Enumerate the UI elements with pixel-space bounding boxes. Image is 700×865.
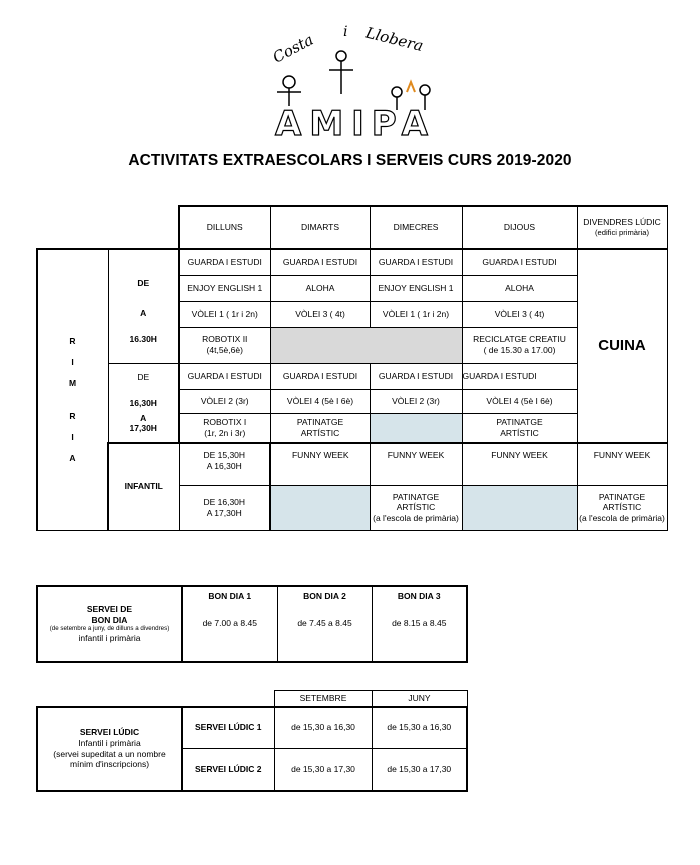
cell-aloha-dijous: ALOHA bbox=[462, 275, 577, 301]
cell-volei-dimarts: VÒLEI 3 ( 4t) bbox=[270, 301, 370, 327]
artistic-label: ARTÍSTIC bbox=[396, 502, 436, 513]
cell-volei4-dijous: VÒLEI 4 (5è I 6è) bbox=[462, 389, 577, 413]
cell-reciclatge bbox=[462, 327, 577, 363]
cell-funny-dimecres: FUNNY WEEK bbox=[462, 443, 577, 485]
day-header-dimecres: DIMECRES bbox=[370, 206, 462, 249]
patinatge-label: PATINATGE bbox=[296, 417, 344, 428]
bondia-header-3: BON DIA 3 bbox=[372, 586, 467, 604]
cell-aloha-dimarts: ALOHA bbox=[270, 275, 370, 301]
ludic-header-juny: JUNY bbox=[372, 691, 467, 707]
bondia-title-b: BON DIA bbox=[91, 614, 128, 625]
patinatge-label: PATINATGE bbox=[392, 491, 440, 502]
ludic-row1-name: SERVEI LÚDIC 1 bbox=[182, 707, 274, 749]
reciclatge-sub: ( de 15.30 a 17.00) bbox=[483, 345, 556, 355]
cell-robotix1 bbox=[179, 413, 270, 443]
robotix2-label: ROBOTIX II bbox=[202, 334, 248, 345]
primaria-letter: R bbox=[69, 336, 76, 347]
bondia-sub: infantil i primària bbox=[78, 633, 141, 644]
bondia-header-2: BON DIA 2 bbox=[277, 586, 372, 604]
primaria-letter: R bbox=[69, 411, 76, 422]
ludic-row2-name: SERVEI LÚDIC 2 bbox=[182, 749, 274, 791]
cell-infantil-patinatge-dijous bbox=[577, 485, 667, 530]
ludic-row2-setembre: de 15,30 a 17,30 bbox=[274, 749, 372, 791]
ludic-title-cell bbox=[37, 707, 182, 791]
cell-guarda-dijous: GUARDA I ESTUDI bbox=[462, 249, 577, 275]
cell-guarda2-dimecres: GUARDA I ESTUDI bbox=[370, 363, 462, 389]
bondia-table bbox=[36, 585, 468, 663]
primaria-letter: I bbox=[71, 357, 74, 368]
ludic-row2-juny: de 15,30 a 17,30 bbox=[372, 749, 467, 791]
cell-volei-dilluns: VÒLEI 1 ( 1r i 2n) bbox=[179, 301, 270, 327]
logo-amipa-text: AMIPA bbox=[275, 104, 436, 140]
cell-robotix2 bbox=[179, 327, 270, 363]
cell-volei-dimecres: VÒLEI 1 ( 1r i 2n) bbox=[370, 301, 462, 327]
slot1-time bbox=[108, 249, 179, 363]
ludic-header-setembre: SETEMBRE bbox=[274, 691, 372, 707]
day-header-dijous: DIJOUS bbox=[462, 206, 577, 249]
cell-patinatge-dijous bbox=[462, 413, 577, 443]
artistic-label: ARTÍSTIC bbox=[602, 502, 642, 513]
empty-blue-cell bbox=[462, 485, 577, 530]
ludic-row1-setembre: de 15,30 a 16,30 bbox=[274, 707, 372, 749]
bondia-time-3: de 8.15 a 8.45 bbox=[372, 604, 467, 662]
ludic-row1-juny: de 15,30 a 16,30 bbox=[372, 707, 467, 749]
cell-funny-dimarts: FUNNY WEEK bbox=[370, 443, 462, 485]
cell-volei4-dimarts: VÒLEI 4 (5è I 6è) bbox=[270, 389, 370, 413]
patinatge-label: PATINATGE bbox=[598, 491, 646, 502]
ludic-title: SERVEI LÚDIC bbox=[79, 727, 140, 738]
cell-guarda-dilluns: GUARDA I ESTUDI bbox=[179, 249, 270, 275]
artistic-label: ARTÍSTIC bbox=[300, 427, 340, 438]
ludic-table bbox=[36, 690, 468, 792]
bondia-note: (de setembre a juny, de dilluns a divendres) bbox=[49, 625, 170, 633]
empty-blue-cell bbox=[270, 485, 370, 530]
cell-funny-dijous: FUNNY WEEK bbox=[577, 443, 667, 485]
infantil-slot1-b: A 16,30H bbox=[206, 460, 242, 471]
cell-funny-dilluns: FUNNY WEEK bbox=[270, 443, 370, 485]
bondia-time-2: de 7.45 a 8.45 bbox=[277, 604, 372, 662]
day-header-dimarts: DIMARTS bbox=[270, 206, 370, 249]
robotix1-label: ROBOTIX I bbox=[203, 417, 247, 428]
primaria-letter: A bbox=[69, 453, 76, 464]
cell-english-dimecres: ENJOY ENGLISH 1 bbox=[370, 275, 462, 301]
slot1-hour: 16.30H bbox=[129, 333, 157, 344]
cell-guarda-dimarts: GUARDA I ESTUDI bbox=[270, 249, 370, 275]
primaria-letter: I bbox=[71, 432, 74, 443]
primaria-letter: M bbox=[68, 378, 77, 389]
slot2-de: DE bbox=[137, 371, 150, 382]
artistic-label: ARTÍSTIC bbox=[500, 427, 539, 438]
reciclatge-label: RECICLATGE CREATIU bbox=[473, 334, 566, 345]
ludic-sub3: mínim d'inscripcions) bbox=[69, 759, 150, 770]
slot2-time bbox=[108, 363, 179, 443]
infantil-label: INFANTIL bbox=[108, 443, 179, 530]
divendres-note: (edifici primària) bbox=[594, 228, 649, 238]
primaria-label bbox=[37, 249, 108, 530]
infantil-slot2-a: DE 16,30H bbox=[203, 496, 246, 507]
infantil-slot2-b: A 17,30H bbox=[206, 507, 242, 518]
cell-english-dilluns: ENJOY ENGLISH 1 bbox=[179, 275, 270, 301]
cell-guarda-dimecres: GUARDA I ESTUDI bbox=[370, 249, 462, 275]
bondia-header-1: BON DIA 1 bbox=[182, 586, 277, 604]
logo-costa-text: Costa bbox=[269, 30, 317, 67]
cell-volei2-dilluns: VÒLEI 2 (3r) bbox=[179, 389, 270, 413]
divendres-label: DIVENDRES LÚDIC bbox=[583, 217, 661, 228]
bondia-title-cell bbox=[37, 586, 182, 662]
slot2-hour2: 17,30H bbox=[129, 423, 157, 434]
cell-guarda2-dijous: GUARDA I ESTUDI bbox=[462, 363, 577, 389]
patinatge-label: PATINATGE bbox=[496, 417, 543, 428]
cell-volei-dijous: VÒLEI 3 ( 4t) bbox=[462, 301, 577, 327]
cell-guarda2-dimarts: GUARDA I ESTUDI bbox=[270, 363, 370, 389]
cell-guarda2-dilluns: GUARDA I ESTUDI bbox=[179, 363, 270, 389]
robotix2-sub: (4t,5è,6è) bbox=[206, 345, 243, 355]
slot1-de: DE bbox=[137, 278, 150, 289]
cuina-cell: CUINA bbox=[577, 249, 667, 443]
slot2-a: A bbox=[140, 412, 147, 423]
activities-table bbox=[36, 205, 667, 531]
svg-text:Llobera: Llobera bbox=[364, 23, 426, 56]
svg-text:i: i bbox=[343, 24, 348, 40]
infantil-slot1-time bbox=[179, 443, 270, 485]
cell-infantil-patinatge-dimarts bbox=[370, 485, 462, 530]
infantil-slot2-time bbox=[179, 485, 270, 530]
ludic-sub2: (servei supeditat a un nombre bbox=[53, 748, 166, 759]
escola-note: (a l'escola de primària) bbox=[579, 512, 665, 523]
slot1-a: A bbox=[140, 307, 147, 318]
infantil-slot1-a: DE 15,30H bbox=[203, 450, 246, 460]
slot2-hour1: 16,30H bbox=[129, 398, 157, 409]
amipa-logo bbox=[255, 20, 455, 140]
cell-patinatge-dimarts bbox=[270, 413, 370, 443]
escola-note: (a l'escola de primària) bbox=[373, 512, 459, 523]
empty-gray-cell bbox=[270, 327, 462, 363]
day-header-divendres bbox=[577, 206, 667, 249]
ludic-sub1: Infantil i primària bbox=[78, 737, 141, 748]
empty-blue-cell bbox=[370, 413, 462, 443]
cell-volei2-dimecres: VÒLEI 2 (3r) bbox=[370, 389, 462, 413]
bondia-title-a: SERVEI DE bbox=[86, 604, 133, 615]
page-title: ACTIVITATS EXTRAESCOLARS I SERVEIS CURS 2019-2020 bbox=[128, 152, 572, 169]
bondia-time-1: de 7.00 a 8.45 bbox=[182, 604, 277, 662]
robotix1-sub: (1r, 2n i 3r) bbox=[204, 427, 246, 438]
day-header-dilluns: DILLUNS bbox=[179, 206, 270, 249]
